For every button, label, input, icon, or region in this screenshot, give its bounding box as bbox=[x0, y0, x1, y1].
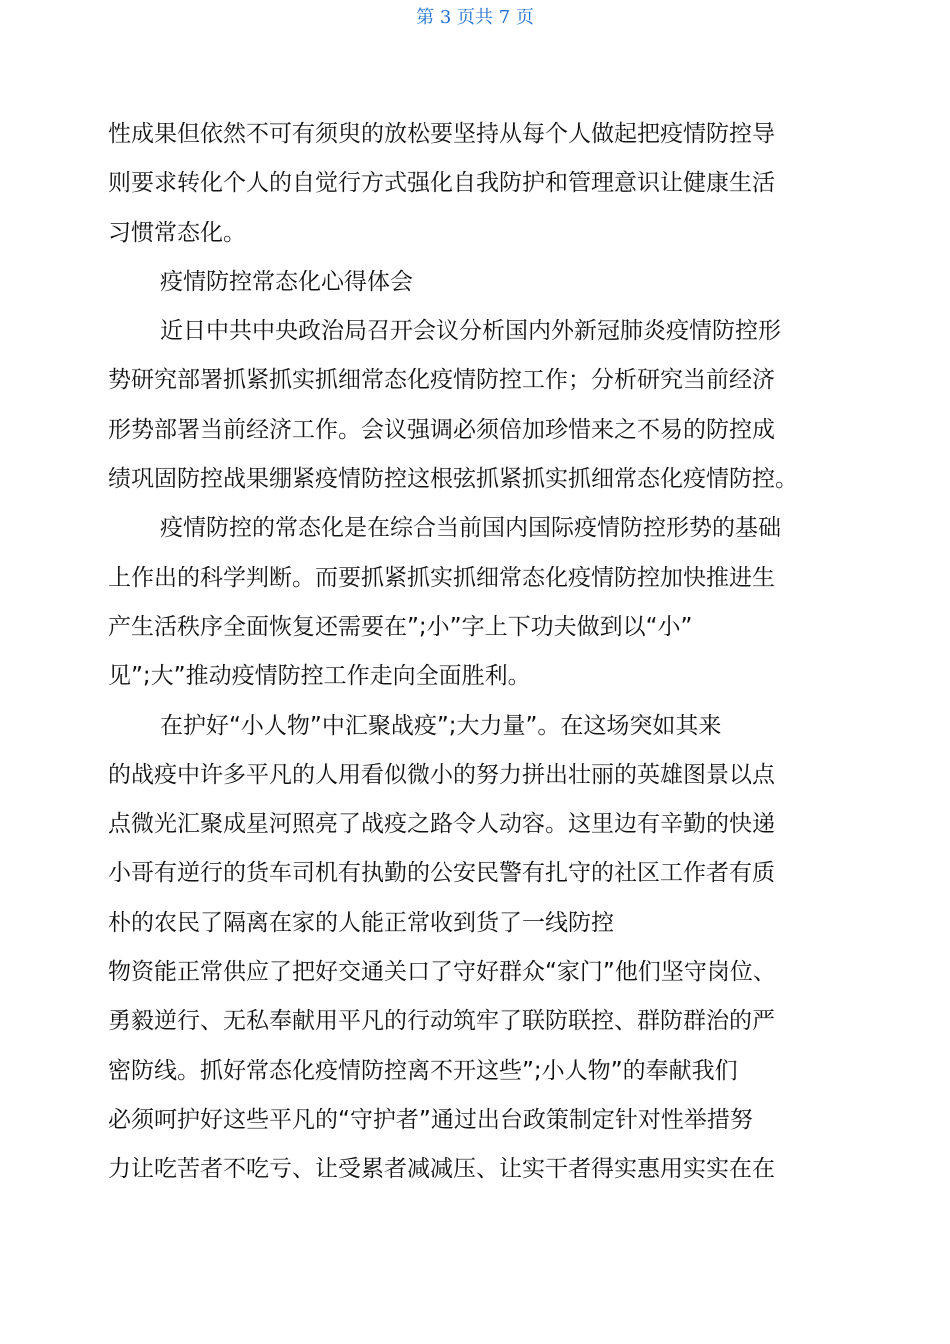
text-line: 形势部署当前经济工作。会议强调必须倍加珍惜来之不易的防控成 bbox=[108, 416, 775, 443]
text-line: 产生活秩序全面恢复还需要在”;小”字上下功夫做到以“小” bbox=[108, 613, 693, 640]
text-line: 势研究部署抓紧抓实抓细常态化疫情防控工作；分析研究当前经济 bbox=[108, 367, 775, 394]
text-line: 见”;大”推动疫情防控工作走向全面胜利。 bbox=[108, 663, 531, 690]
paragraph-first-line: 在护好“小人物”中汇聚战疫”;大力量”。在这场突如其来 bbox=[160, 712, 722, 739]
text-line: 勇毅逆行、无私奉献用平凡的行动筑牢了联防联控、群防群治的严 bbox=[108, 1008, 775, 1035]
document-body bbox=[108, 110, 848, 1195]
paragraph-first-line: 疫情防控的常态化是在综合当前国内国际疫情防控形势的基础 bbox=[160, 515, 781, 542]
text-line: 习惯常态化。 bbox=[108, 219, 246, 246]
text-line: 朴的农民了隔离在家的人能正常收到货了一线防控 bbox=[108, 909, 614, 936]
section-heading: 疫情防控常态化心得体会 bbox=[160, 268, 413, 295]
text-line: 小哥有逆行的货车司机有执勤的公安民警有扎守的社区工作者有质 bbox=[108, 860, 775, 887]
text-line: 力让吃苦者不吃亏、让受累者减减压、让实干者得实惠用实实在在 bbox=[108, 1156, 775, 1183]
paragraph-first-line: 近日中共中央政治局召开会议分析国内外新冠肺炎疫情防控形 bbox=[160, 318, 781, 345]
text-line: 性成果但依然不可有须臾的放松要坚持从每个人做起把疫情防控导 bbox=[108, 121, 775, 147]
text-line: 则要求转化个人的自觉行方式强化自我防护和管理意识让健康生活 bbox=[108, 170, 775, 197]
text-line: 物资能正常供应了把好交通关口了守好群众“家门”他们坚守岗位、 bbox=[108, 959, 776, 986]
text-line: 密防线。抓好常态化疫情防控离不开这些”;小人物”的奉献我们 bbox=[108, 1057, 738, 1084]
page-number-header: 第 3 页共 7 页 bbox=[416, 7, 534, 28]
text-line: 点微光汇聚成星河照亮了战疫之路令人动容。这里边有辛勤的快递 bbox=[108, 811, 775, 838]
text-line: 必须呵护好这些平凡的“守护者”通过出台政策制定针对性举措努 bbox=[108, 1106, 753, 1133]
text-line: 上作出的科学判断。而要抓紧抓实抓细常态化疫情防控加快推进生 bbox=[108, 564, 775, 591]
text-line: 的战疫中许多平凡的人用看似微小的努力拼出壮丽的英雄图景以点 bbox=[108, 761, 775, 788]
text-line: 绩巩固防控战果绷紧疫情防控这根弦抓紧抓实抓细常态化疫情防控。 bbox=[108, 466, 798, 493]
